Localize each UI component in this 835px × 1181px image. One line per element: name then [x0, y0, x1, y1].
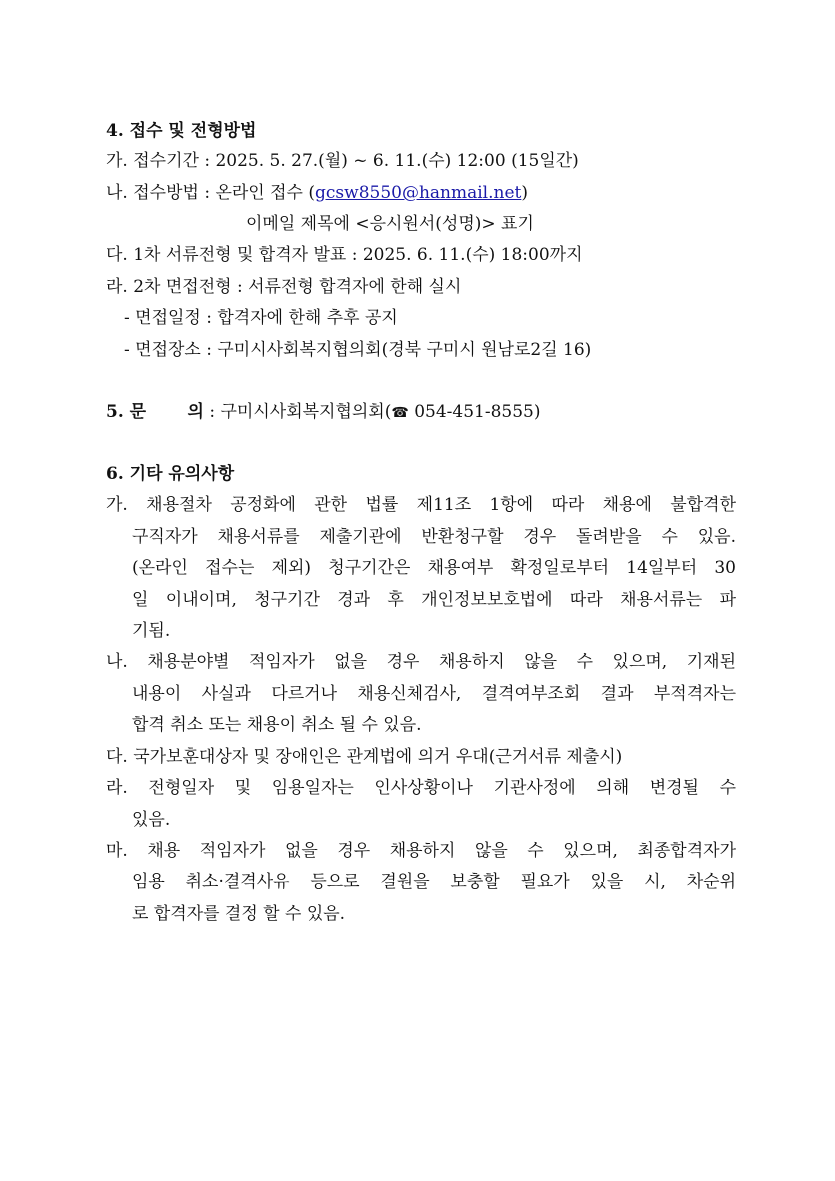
section-4-item-na-suffix: ) [521, 183, 529, 203]
section-6-ga-line-5: 기됨. [132, 621, 171, 641]
section-4-item-na-sub: 이메일 제목에 <응시원서(성명)> 표기 [246, 214, 534, 234]
section-4-item-da: 다. 1차 서류전형 및 합격자 발표 : 2025. 6. 11.(수) 18:00까지 [106, 245, 583, 265]
section-5-org: 구미시사회복지협의회( [220, 402, 392, 422]
section-4-item-na [106, 182, 528, 204]
email-link[interactable]: gcsw8550@hanmail.net [315, 183, 522, 203]
section-6-da: 다. 국가보훈대상자 및 장애인은 관계법에 의거 우대(근거서류 제출시) [106, 747, 623, 767]
section-5-phone: 054-451-8555) [408, 402, 541, 422]
section-6-na-line-1: 나. 채용분야별 적임자가 없을 경우 채용하지 않을 수 있으며, 기재된 [106, 652, 736, 672]
section-4-heading: 4. 접수 및 전형방법 [106, 121, 257, 141]
section-6-ma-line-3: 로 합격자를 결정 할 수 있음. [132, 904, 346, 924]
section-6-na-line-3: 합격 취소 또는 채용이 취소 될 수 있음. [132, 715, 422, 735]
section-6-ra-line-2: 있음. [132, 810, 171, 830]
section-5-label: 5. 문 의 [106, 402, 204, 422]
phone-icon: ☎ [391, 405, 409, 421]
section-5-contact [106, 401, 541, 424]
section-5-colon: : [203, 402, 221, 422]
section-4-item-ra-sub2: - 면접장소 : 구미시사회복지협의회(경북 구미시 원남로2길 16) [124, 340, 592, 360]
section-6-ma-line-1: 마. 채용 적임자가 없을 경우 채용하지 않을 수 있으며, 최종합격자가 [106, 841, 736, 861]
section-6-ga-line-2: 구직자가 채용서류를 제출기관에 반환청구할 경우 돌려받을 수 있음. [132, 527, 736, 547]
section-6-ra-line-1: 라. 전형일자 및 임용일자는 인사상황이나 기관사정에 의해 변경될 수 [106, 778, 736, 798]
section-4-item-ra: 라. 2차 면접전형 : 서류전형 합격자에 한해 실시 [106, 277, 462, 297]
section-6-ga-line-3: (온라인 접수는 제외) 청구기간은 채용여부 확정일로부터 14일부터 30 [132, 558, 736, 578]
section-6-na-line-2: 내용이 사실과 다르거나 채용신체검사, 결격여부조회 결과 부적격자는 [132, 684, 736, 704]
section-4-item-ra-sub1: - 면접일정 : 합격자에 한해 추후 공지 [124, 308, 398, 328]
section-6-ma-line-2: 임용 취소·결격사유 등으로 결원을 보충할 필요가 있을 시, 차순위 [132, 872, 736, 892]
section-6-heading: 6. 기타 유의사항 [106, 464, 235, 484]
section-6-ga-line-4: 일 이내이며, 청구기간 경과 후 개인정보보호법에 따라 채용서류는 파 [132, 590, 736, 610]
section-4-item-ga: 가. 접수기간 : 2025. 5. 27.(월) ~ 6. 11.(수) 12:00 (15일간) [106, 151, 579, 171]
section-4-item-na-prefix: 나. 접수방법 : 온라인 접수 ( [106, 183, 316, 203]
section-6-ga-line-1: 가. 채용절차 공정화에 관한 법률 제11조 1항에 따라 채용에 불합격한 [106, 495, 736, 515]
